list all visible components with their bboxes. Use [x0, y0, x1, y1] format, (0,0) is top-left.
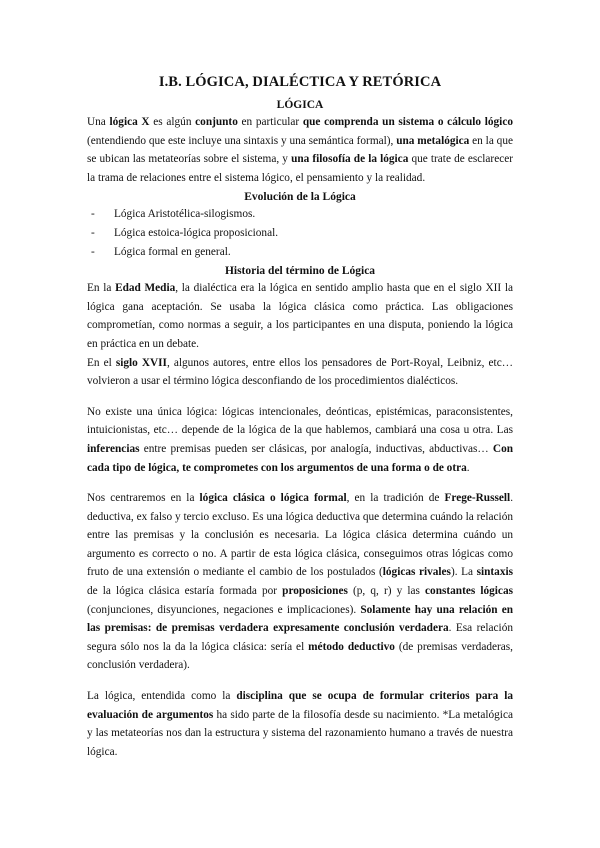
text-run: No existe una única lógica: lógicas intencionales, deónticas, epistémicas, paraconsistentes, intuicionistas, etc… depende de la lógica de la que hablemos, cambiará una cosa u otra. Las	[87, 405, 513, 437]
text-run: , la dialéctica era la lógica en sentido amplio hasta que en el siglo XII la lógica gana aceptación. Se usaba la lógica clásica como práctica. Las obligaciones comprometían, como normas a seguir, a los participantes en una disputa, poniendo la lógica en práctica en un debate.	[87, 282, 513, 350]
bold-term: siglo XVII	[115, 356, 167, 369]
section-heading-logica: LÓGICA	[276, 99, 324, 111]
text-run: en la que se ubican las metateorías sobre el sistema, y	[87, 134, 513, 166]
text-run: de la lógica clásica estaría formada por	[87, 585, 283, 598]
bold-term: conjunto	[195, 116, 238, 128]
text-run: en particular	[237, 116, 303, 128]
bold-term: Frege-Russell	[444, 492, 511, 505]
paragraph-disciplina	[87, 687, 513, 761]
section-heading-evolucion: Evolución de la Lógica	[244, 191, 356, 204]
bold-term: una metalógica	[396, 134, 470, 147]
bold-term: constantes lógicas	[425, 585, 513, 598]
text-run: (conjunciones, disyunciones, negaciones e implicaciones).	[87, 603, 361, 616]
paragraph-edad-media	[87, 279, 513, 353]
bold-term: lógica clásica o lógica formal	[199, 492, 347, 505]
evolucion-list	[87, 205, 513, 261]
text-run: En la	[87, 282, 116, 295]
list-item: - Lógica estoica-lógica proposicional.	[91, 226, 279, 239]
paragraph-logica-clasica	[87, 489, 513, 675]
text-run: es algún	[149, 116, 196, 128]
list-item: - Lógica Aristotélica-silogismos.	[91, 208, 256, 221]
list-item: - Lógica formal en general.	[91, 245, 231, 258]
text-run: . Esa relación segura sólo nos la da la lógica clásica: sería el	[87, 622, 513, 653]
text-run: (de premisas verdaderas, conclusión verdadera).	[87, 640, 513, 672]
text-run: Una	[87, 116, 110, 128]
list-item-text: Lógica estoica-lógica proposicional.	[114, 226, 279, 239]
paragraph-logica-definition	[87, 113, 513, 187]
text-run: que trate de esclarecer la trama de relaciones entre el sistema lógico, el pensamiento y la realidad.	[87, 153, 513, 184]
text-run: En el	[87, 356, 116, 369]
bold-term: inferencias	[87, 442, 140, 455]
bold-term: lógicas rivales	[382, 566, 451, 579]
list-item-text: Lógica formal en general.	[114, 245, 231, 258]
text-run: . deductiva, ex falso y tercio excluso. Es una lógica deductiva que determina cuándo la relación entre las premisas y la conclusión es necesaria. La lógica clásica determina cuándo un argumento es correcto o no. A partir de esta lógica clásica, conseguimos otras lógicas como fruto de una extensión o mediante el cambio de los postulados (	[87, 492, 514, 579]
section-heading-historia: Historia del término de Lógica	[224, 265, 376, 278]
bold-term: que comprenda un sistema o cálculo lógico	[302, 116, 513, 128]
text-run: .	[466, 461, 470, 474]
paragraph-siglo-xvii	[87, 354, 513, 391]
text-run: , en la tradición de	[346, 492, 445, 505]
bold-term: sintaxis	[476, 566, 514, 579]
text-run: entre premisas pueden ser clásicas, por analogía, inductivas, abductivas…	[139, 442, 493, 455]
list-item-text: Lógica Aristotélica-silogismos.	[114, 208, 256, 221]
bold-term: proposiciones	[282, 585, 348, 598]
bold-term: Edad Media	[115, 282, 176, 295]
bold-term: disciplina que se ocupa de formular criterios para la evaluación de argumentos	[87, 690, 513, 721]
text-run: (p, q, r) y las	[347, 585, 426, 598]
page-title: I.B. LÓGICA, DIALÉCTICA Y RETÓRICA	[158, 74, 442, 90]
text-run: Nos centraremos en la	[87, 492, 200, 505]
paragraph-no-unica-logica	[87, 403, 513, 477]
bold-term: Con cada tipo de lógica, te comprometes con los argumentos de una forma o de otra	[87, 442, 513, 474]
text-run: , algunos autores, entre ellos los pensadores de Port-Royal, Leibniz, etc… volvieron a usar el término lógica desconfiando de los procedimientos dialécticos.	[87, 356, 513, 388]
text-run: ha sido parte de la filosofía desde su nacimiento. *La metalógica y las metateorías nos dan la estructura y sistema del razonamiento humano a través de nuestra lógica.	[87, 708, 513, 758]
bold-term: método deductivo	[308, 640, 395, 653]
text-run: La lógica, entendida como la	[87, 690, 237, 703]
text-run: (entendiendo que este incluye una sintaxis y una semántica formal),	[87, 134, 397, 147]
bold-term: lógica X	[109, 116, 150, 128]
bold-term: Solamente hay una relación en las premisas: de premisas verdadera expresamente conclusión verdadera	[87, 603, 513, 635]
text-run: ). La	[450, 566, 477, 579]
bold-term: una filosofía de la lógica	[291, 153, 409, 166]
